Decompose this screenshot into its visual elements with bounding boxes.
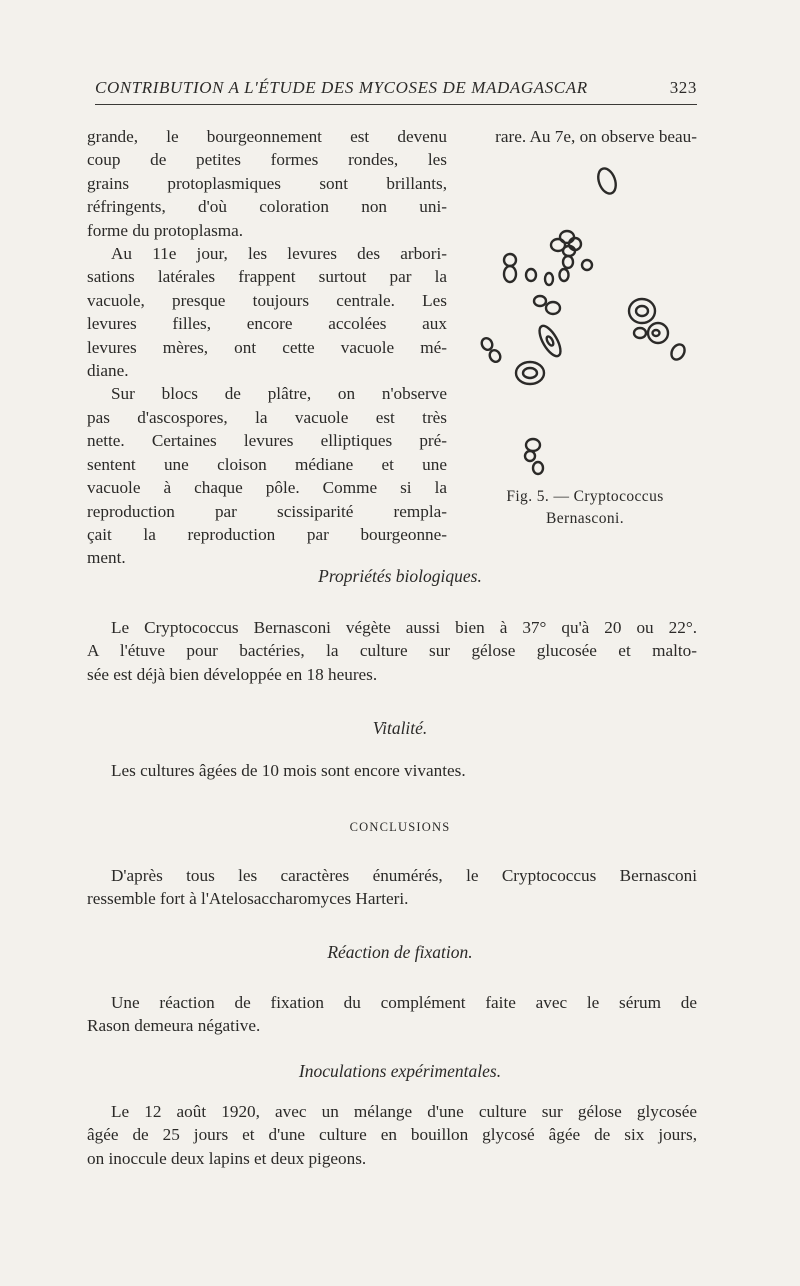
yeast-cell [560, 269, 569, 281]
yeast-cell [525, 451, 535, 461]
text-line: A l'étuve pour bactéries, la culture sur gélose glucosée et malto- [87, 641, 697, 661]
yeast-cell [504, 254, 516, 266]
intro-paragraph [87, 125, 447, 242]
paragraph-11e-jour [87, 242, 447, 382]
text-line: Rason demeura négative. [87, 1016, 261, 1036]
text-line: sée est déjà bien développée en 18 heures. [87, 664, 378, 684]
yeast-cell [636, 306, 648, 316]
text-line: coup de petites formes rondes, les [87, 150, 447, 170]
yeast-cell [488, 348, 503, 363]
text-line: diane. [87, 361, 129, 381]
text-line: Le 12 août 1920, avec un mélange d'une culture sur gélose glycosée [111, 1102, 697, 1121]
running-title: CONTRIBUTION A L'ÉTUDE DES MYCOSES DE MADAGASCAR [95, 78, 588, 97]
yeast-cell [634, 328, 646, 338]
section-heading-fixation: Réaction de fixation. [327, 942, 473, 962]
text-line: çait la reproduction par bourgeonne- [87, 524, 447, 544]
text-line: pas d'ascospores, la vacuole est très [87, 407, 447, 427]
figure-caption [470, 486, 700, 530]
yeast-cell [516, 362, 544, 384]
intro-right-fragment: rare. Au 7e, on observe beau- [495, 127, 697, 146]
section-heading-vitalite: Vitalité. [372, 718, 428, 738]
yeast-cell [534, 296, 546, 306]
caption-line: Bernasconi. [545, 510, 624, 527]
text-line: levures mères, ont cette vacuole mé- [87, 337, 447, 357]
section-heading-inoculations: Inoculations expérimentales. [298, 1061, 502, 1081]
text-line: nette. Certaines levures elliptiques pré- [87, 431, 447, 451]
text-line: vacuole, presque toujours centrale. Les [87, 290, 447, 310]
left-column [87, 125, 447, 570]
yeast-cell [560, 231, 574, 243]
text-line: D'après tous les caractères énumérés, le Cryptococcus Bernasconi [111, 866, 697, 885]
yeast-cell [629, 299, 655, 323]
yeast-cell [526, 269, 536, 281]
text-line: grains protoplasmiques sont brillants, [87, 173, 447, 193]
text-line: Au 11e jour, les levures des arbori- [111, 244, 447, 264]
yeast-cell [526, 439, 540, 451]
yeast-cell [648, 323, 668, 343]
text-line: levures filles, encore accolées aux [87, 314, 447, 334]
yeast-cells-figure [470, 155, 700, 495]
yeast-cell [504, 266, 516, 282]
paragraph-platre [87, 382, 447, 569]
text-line: sentent une cloison médiane et une [87, 454, 447, 474]
text-line: on inoccule deux lapins et deux pigeons. [87, 1148, 367, 1168]
yeast-cell [563, 256, 573, 268]
section-body-vitalite [87, 759, 697, 782]
text-line: Le Cryptococcus Bernasconi végète aussi bien à 37° qu'à 20 ou 22°. [111, 618, 697, 637]
section-body-inoculations [87, 1100, 697, 1170]
section-body-conclusions [87, 864, 697, 911]
caption-line: Fig. 5. — Cryptococcus [506, 488, 664, 505]
yeast-cell [523, 368, 537, 378]
text-line: grande, le bourgeonnement est devenu [87, 127, 447, 146]
yeast-cell [653, 330, 660, 336]
yeast-cell [535, 323, 564, 359]
section-body-fixation [87, 991, 697, 1038]
yeast-cell [533, 462, 543, 474]
text-line: ressemble fort à l'Atelosaccharomyces Harteri. [87, 889, 409, 909]
yeast-cell [545, 335, 554, 346]
text-line: vacuole à chaque pôle. Comme si la [87, 478, 447, 498]
section-heading-bio: Propriétés biologiques. [318, 566, 482, 586]
text-line: âgée de 25 jours et d'une culture en bouillon glycosé âgée de six jours, [87, 1125, 697, 1145]
section-body-bio [87, 616, 697, 686]
page-number: 323 [669, 78, 697, 97]
yeast-cell [669, 342, 687, 362]
section-heading-conclusions: CONCLUSIONS [349, 820, 451, 834]
yeast-cell [480, 336, 495, 351]
yeast-cell [545, 273, 553, 285]
yeast-cell [582, 260, 592, 270]
text-line: Une réaction de fixation du complément faite avec le sérum de [111, 993, 697, 1012]
running-header [95, 78, 697, 105]
text-line: Les cultures âgées de 10 mois sont encore vivantes. [111, 761, 466, 780]
text-line: réfringents, d'où coloration non uni- [87, 197, 447, 217]
text-line: forme du protoplasma. [87, 220, 244, 240]
text-line: ment. [87, 548, 126, 568]
text-line: sations latérales frappent surtout par la [87, 267, 447, 287]
yeast-cell [546, 302, 560, 314]
text-line: reproduction par scissiparité rempla- [87, 501, 447, 521]
yeast-cell [595, 166, 619, 196]
text-line: Sur blocs de plâtre, on n'observe [111, 384, 447, 404]
